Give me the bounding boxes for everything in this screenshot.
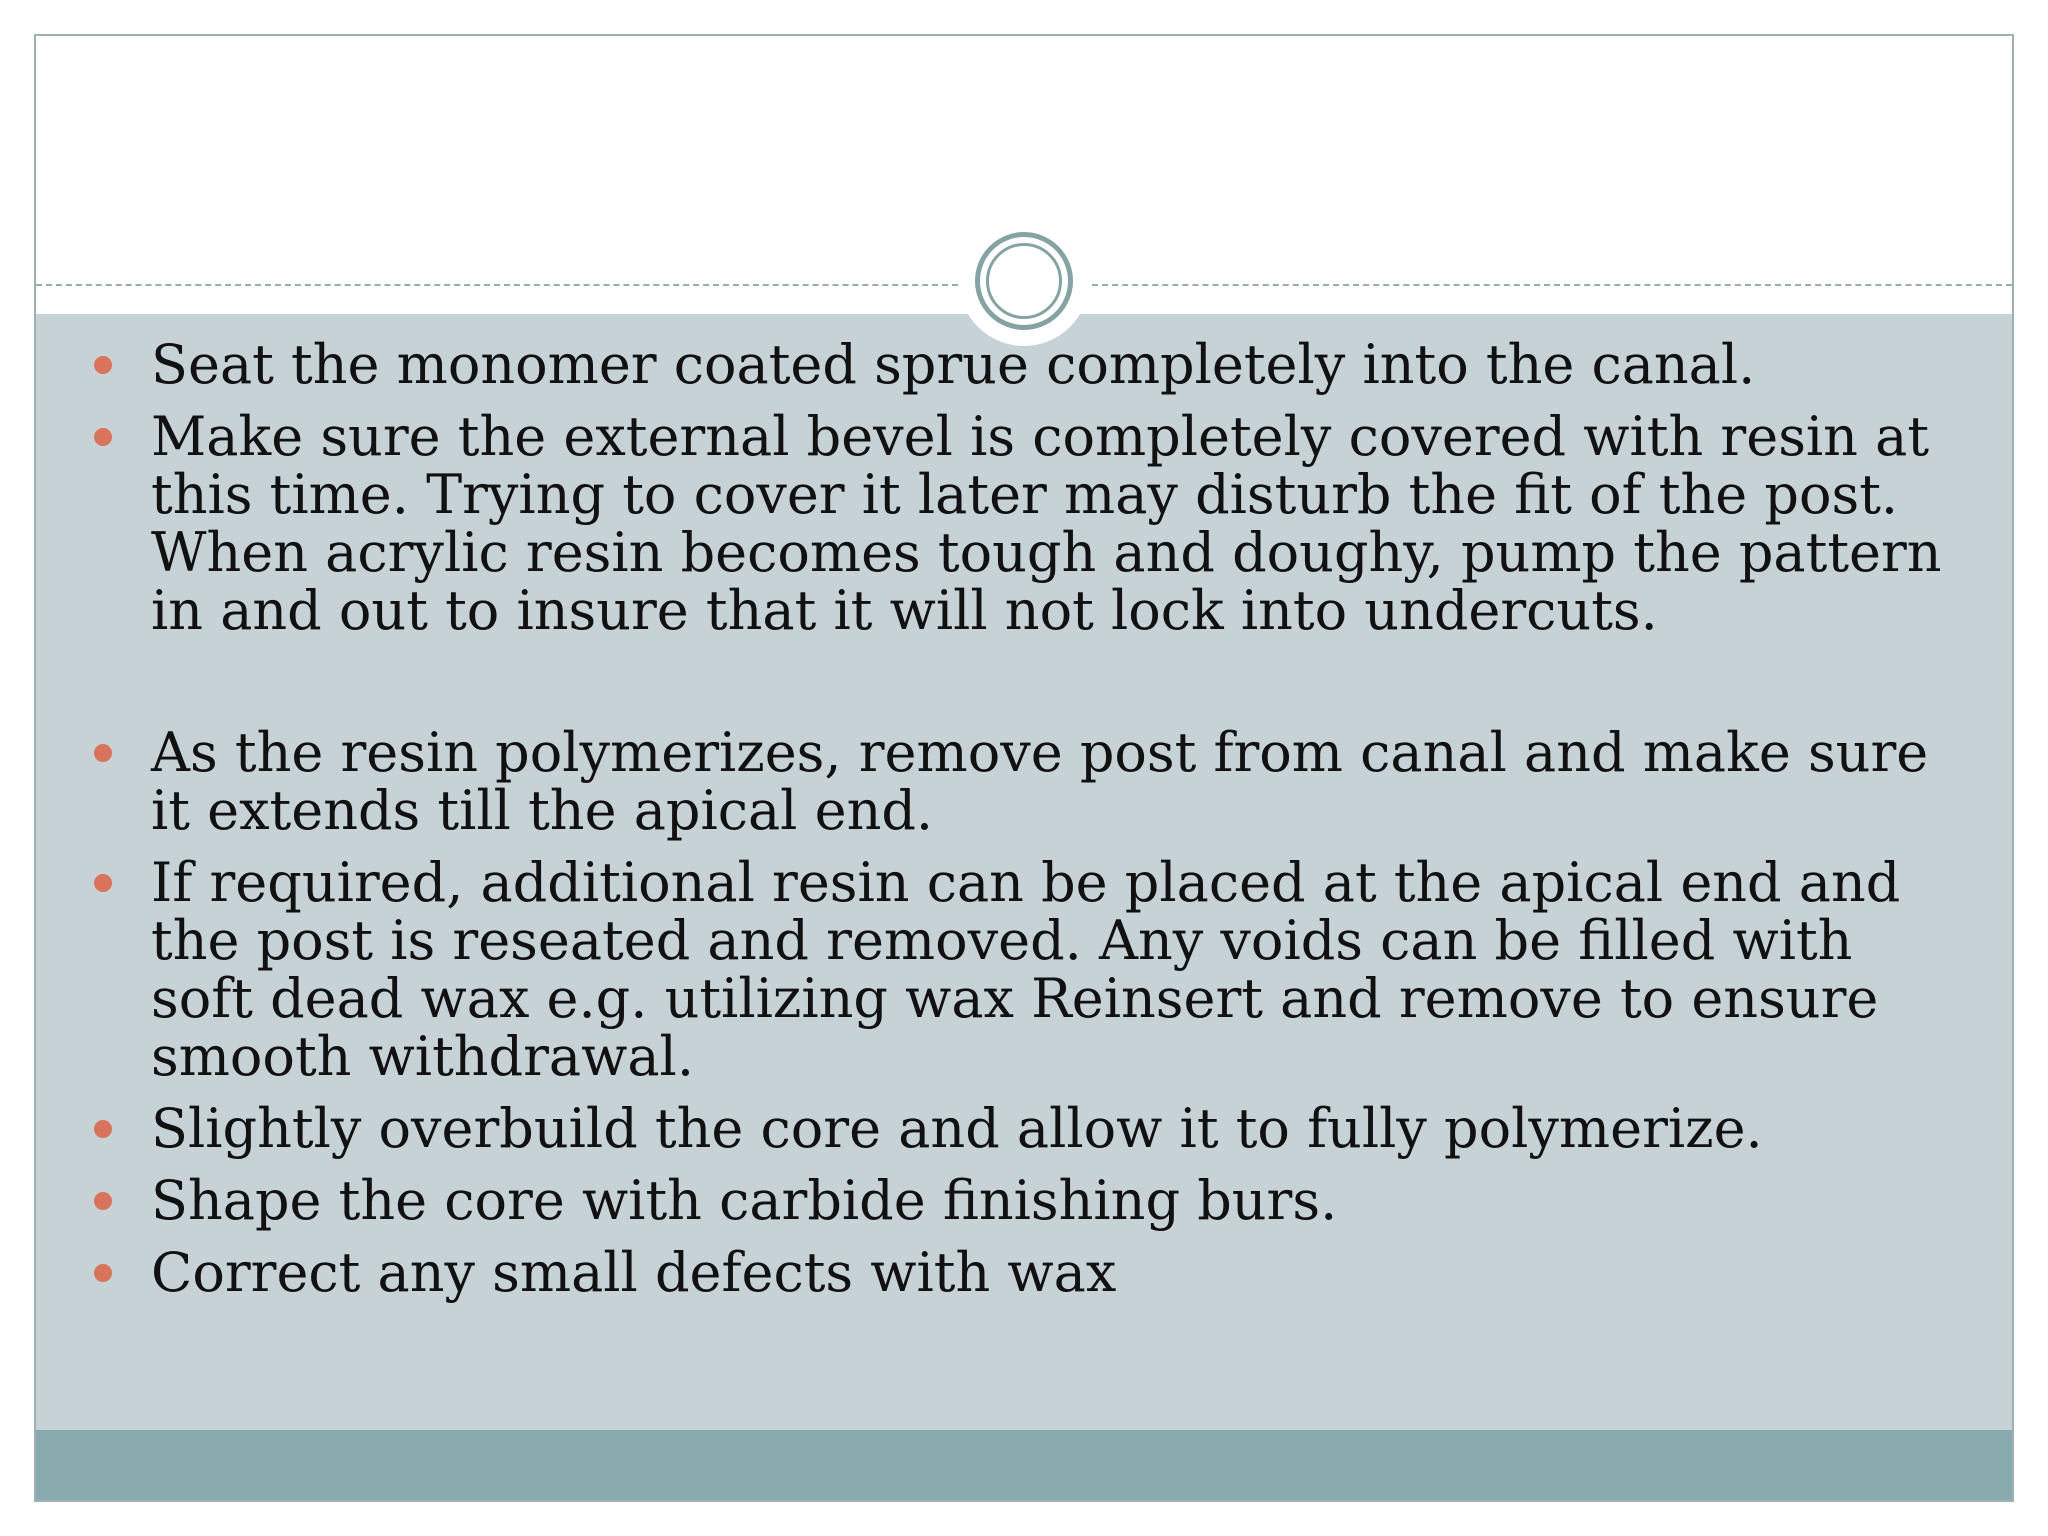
bullet-dot-icon bbox=[94, 874, 112, 892]
bullet-item bbox=[36, 1097, 2012, 1160]
slide bbox=[34, 34, 2014, 1502]
bullet-text: Shape the core with carbide finishing burs. bbox=[151, 1169, 1338, 1232]
bullet-text: If required, additional resin can be placed at the apical end and the post is reseated and removed. Any voids can be filled with soft dead wax e.g. utilizing wax Reinsert and remove to ensure smooth withdrawal. bbox=[151, 851, 1901, 1088]
ring-ornament-inner bbox=[986, 243, 1062, 319]
bullet-item bbox=[36, 405, 2012, 642]
header-divider-right bbox=[1092, 284, 2012, 286]
bullet-text: Slightly overbuild the core and allow it to fully polymerize. bbox=[151, 1097, 1763, 1160]
bullet-dot-icon bbox=[94, 356, 112, 374]
bullet-item bbox=[36, 333, 2012, 396]
bullet-text: Make sure the external bevel is completely covered with resin at this time. Trying to cover it later may disturb the fit of the post. When acrylic resin becomes tough and doughy, pump the pattern in and out to insure that it will not lock into undercuts. bbox=[151, 405, 1942, 642]
bullet-dot-icon bbox=[94, 1264, 112, 1282]
bullet-dot-icon bbox=[94, 1192, 112, 1210]
bullet-item bbox=[36, 721, 2012, 842]
bullet-item bbox=[36, 1241, 2012, 1304]
bullet-dot-icon bbox=[94, 1120, 112, 1138]
footer-band bbox=[36, 1430, 2012, 1502]
bullet-text: Seat the monomer coated sprue completely into the canal. bbox=[151, 333, 1756, 396]
bullet-list bbox=[36, 333, 2012, 1316]
bullet-dot-icon bbox=[94, 428, 112, 446]
bullet-text: As the resin polymerizes, remove post from canal and make sure it extends till the apical end. bbox=[151, 721, 1929, 842]
bullet-text: Correct any small defects with wax bbox=[151, 1241, 1117, 1304]
bullet-item bbox=[36, 1169, 2012, 1232]
bullet-item bbox=[36, 851, 2012, 1088]
header-divider-left bbox=[36, 284, 958, 286]
bullet-dot-icon bbox=[94, 744, 112, 762]
